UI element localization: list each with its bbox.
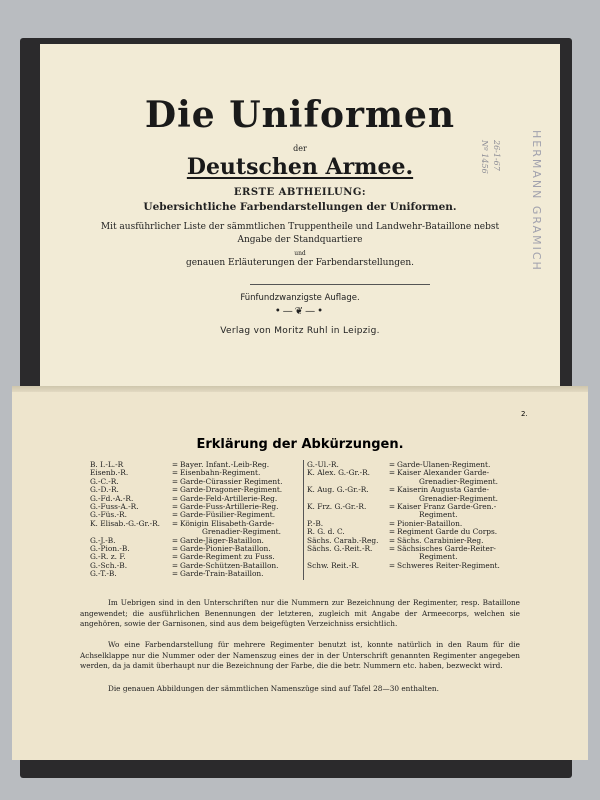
description-line-1: Mit ausführlicher Liste der sämmtlichen Truppentheile und Landwehr-Bataillone nebst <box>100 222 500 232</box>
equals-sign: = <box>171 485 179 495</box>
abbreviations-right-column <box>307 461 517 570</box>
description-line-3: genauen Erläuterungen der Farbendarstellungen. <box>185 258 415 268</box>
pencil-date: 26-1-67 <box>492 140 501 171</box>
abbreviation-row <box>90 570 305 578</box>
equals-sign: = <box>171 560 179 570</box>
abbreviation-meaning: Garde-Ulanen-Regiment. <box>397 460 491 469</box>
abbreviation-meaning: Regiment Garde du Corps. <box>397 527 498 537</box>
equals-sign: = <box>388 544 396 554</box>
divider-rule <box>250 284 430 285</box>
equals-sign: = <box>171 502 179 512</box>
subtitle: Uebersichtliche Farbendarstellungen der Uniformen. <box>143 201 457 213</box>
abbreviation-meaning: Bayer. Infant.-Leib-Reg. <box>180 460 270 469</box>
abbreviation-meaning: Garde-Füsilier-Regiment. <box>180 510 276 520</box>
abbreviation-meaning: Garde-Schützen-Bataillon. <box>180 560 279 570</box>
abbreviation-row <box>307 545 517 553</box>
abbreviation-meaning: Garde-Feld-Artillerie-Reg. <box>180 493 278 503</box>
abbreviation-key: K. Elisab.-G.-Gr.-R. <box>90 518 160 528</box>
equals-sign: = <box>388 535 396 545</box>
edition-label: Fünfundzwanzigste Auflage. <box>240 293 360 303</box>
equals-sign: = <box>171 493 179 503</box>
ornament-divider: •—❦—• <box>274 306 326 317</box>
explanation-paragraph-1: Im Uebrigen sind in den Unterschriften nur die Nummern zur Bezeichnung der Regimenter, resp. Bataillone angewendet; die ausführlichen Benennungen der letzteren, zugleich mit Angabe der Armeecorps, welchen sie angehören, sowie der Garnisonen, sind aus dem beigefügten Verzeichniss ersichtlich. <box>80 598 520 628</box>
abbreviation-meaning: Grenadier-Regiment. <box>419 493 498 503</box>
abbreviation-key: K. Frz. G.-Gr.-R. <box>307 502 367 512</box>
abbreviation-meaning: Garde-Train-Bataillon. <box>180 569 264 579</box>
column-divider <box>303 460 304 580</box>
abbreviation-key: G.-Fuss-A.-R. <box>90 502 139 512</box>
equals-sign: = <box>388 560 396 570</box>
pencil-number: Nº 1456 <box>480 140 489 174</box>
abbreviation-key: G.-Ul.-R. <box>307 460 339 469</box>
equals-sign: = <box>388 460 396 469</box>
abbreviations-heading: Erklärung der Abkürzungen. <box>196 437 404 452</box>
abbreviation-meaning: Garde-Jäger-Bataillon. <box>180 535 264 545</box>
abbreviation-key: Eisenb.-R. <box>90 468 129 478</box>
abbreviation-key: G.-Pion.-B. <box>90 544 130 554</box>
abbreviation-meaning: Garde-Regiment zu Fuss. <box>180 552 275 562</box>
abbreviation-meaning: Kaiser Alexander Garde- <box>397 468 490 478</box>
abbreviation-key: G.-J.-B. <box>90 535 116 545</box>
equals-sign: = <box>388 527 396 537</box>
abbreviation-row <box>307 503 517 511</box>
abbreviation-meaning: Regiment. <box>419 510 458 520</box>
abbreviation-key: G.-R. z. F. <box>90 552 126 562</box>
equals-sign: = <box>171 552 179 562</box>
abbreviation-row <box>307 562 517 570</box>
abbreviation-meaning: Regiment. <box>419 552 458 562</box>
equals-sign: = <box>171 569 179 579</box>
equals-sign: = <box>388 502 396 512</box>
equals-sign: = <box>171 535 179 545</box>
equals-sign: = <box>171 518 179 528</box>
abbreviation-key: G.-Sch.-B. <box>90 560 128 570</box>
equals-sign: = <box>171 510 179 520</box>
explanation-paragraph-3: Die genauen Abbildungen der sämmtlichen Namenszüge sind auf Tafel 28—30 enthalten. <box>108 684 439 693</box>
equals-sign: = <box>171 476 179 486</box>
abbreviation-meaning: Pionier-Bataillon. <box>397 518 463 528</box>
abbreviation-key: Sächs. G.-Reit.-R. <box>307 544 373 554</box>
abbreviation-key: G.-D.-R. <box>90 485 119 495</box>
equals-sign: = <box>171 460 179 469</box>
abbreviation-meaning: Schweres Reiter-Regiment. <box>397 560 500 570</box>
page-number: 2. <box>521 410 528 418</box>
abbreviation-meaning: Grenadier-Regiment. <box>419 476 498 486</box>
abbreviation-meaning: Sächs. Carabinier-Reg. <box>397 535 484 545</box>
abbreviation-meaning: Sächsisches Garde-Reiter- <box>397 544 496 554</box>
abbreviation-key: P.-B. <box>307 518 324 528</box>
title-page <box>40 44 560 390</box>
title-der: der <box>293 144 307 153</box>
abbreviation-meaning: Eisenbahn-Regiment. <box>180 468 261 478</box>
abbreviation-key: G.-Fd.-A.-R. <box>90 493 134 503</box>
description-und: und <box>294 250 306 257</box>
explanation-paragraph-2: Wo eine Farbendarstellung für mehrere Regimenter benutzt ist, konnte natürlich in den Raum für die Achselklappe nur die Nummer oder der Namenszug eines der in der Unterschrift genannten Regimenter angegeben werden, da ja damit überhaupt nur die Bezeichnung der Farbe, die die betr. Nummern etc. haben, bezweckt wird. <box>80 640 520 670</box>
abbreviation-meaning: Garde-Pionier-Bataillon. <box>180 544 271 554</box>
description-line-2: Angabe der Standquartiere <box>237 235 363 245</box>
abbreviation-key: R. G. d. C. <box>307 527 345 537</box>
equals-sign: = <box>388 468 396 478</box>
equals-sign: = <box>388 518 396 528</box>
abbreviation-key: K. Aug. G.-Gr.-R. <box>307 485 369 495</box>
abbreviation-key: K. Alex. G.-Gr.-R. <box>307 468 371 478</box>
abbreviation-key: Sächs. Carab.-Reg. <box>307 535 379 545</box>
abbreviation-meaning: Garde-Cürassier Regiment. <box>180 476 283 486</box>
abbreviation-key: G.-C.-R. <box>90 476 119 486</box>
publisher-line: Verlag von Moritz Ruhl in Leipzig. <box>220 326 380 336</box>
equals-sign: = <box>388 485 396 495</box>
abbreviation-key: G.-Füs.-R. <box>90 510 127 520</box>
abbreviation-key: G.-T.-B. <box>90 569 117 579</box>
book-title: Die Uniformen <box>144 94 456 136</box>
abbreviation-key: B. I.-L.-R <box>90 460 124 469</box>
abbreviation-meaning: Kaiser Franz Garde-Gren.- <box>397 502 497 512</box>
abbreviation-meaning: Garde-Fuss-Artillerie-Reg. <box>180 502 279 512</box>
abbreviations-left-column <box>90 461 305 579</box>
equals-sign: = <box>171 544 179 554</box>
abbreviation-meaning: Grenadier-Regiment. <box>202 527 281 537</box>
army-title: Deutschen Armee. <box>186 154 414 180</box>
abbreviation-meaning: Kaiserin Augusta Garde- <box>397 485 490 495</box>
abbreviation-key: Schw. Reit.-R. <box>307 560 360 570</box>
abbreviation-meaning: Garde-Dragoner-Regiment. <box>180 485 283 495</box>
equals-sign: = <box>171 468 179 478</box>
abbreviation-meaning: Königin Elisabeth-Garde- <box>180 518 275 528</box>
part-label: ERSTE ABTHEILUNG: <box>233 187 367 198</box>
ownership-stamp: HERMANN GRAMICH <box>530 130 543 272</box>
